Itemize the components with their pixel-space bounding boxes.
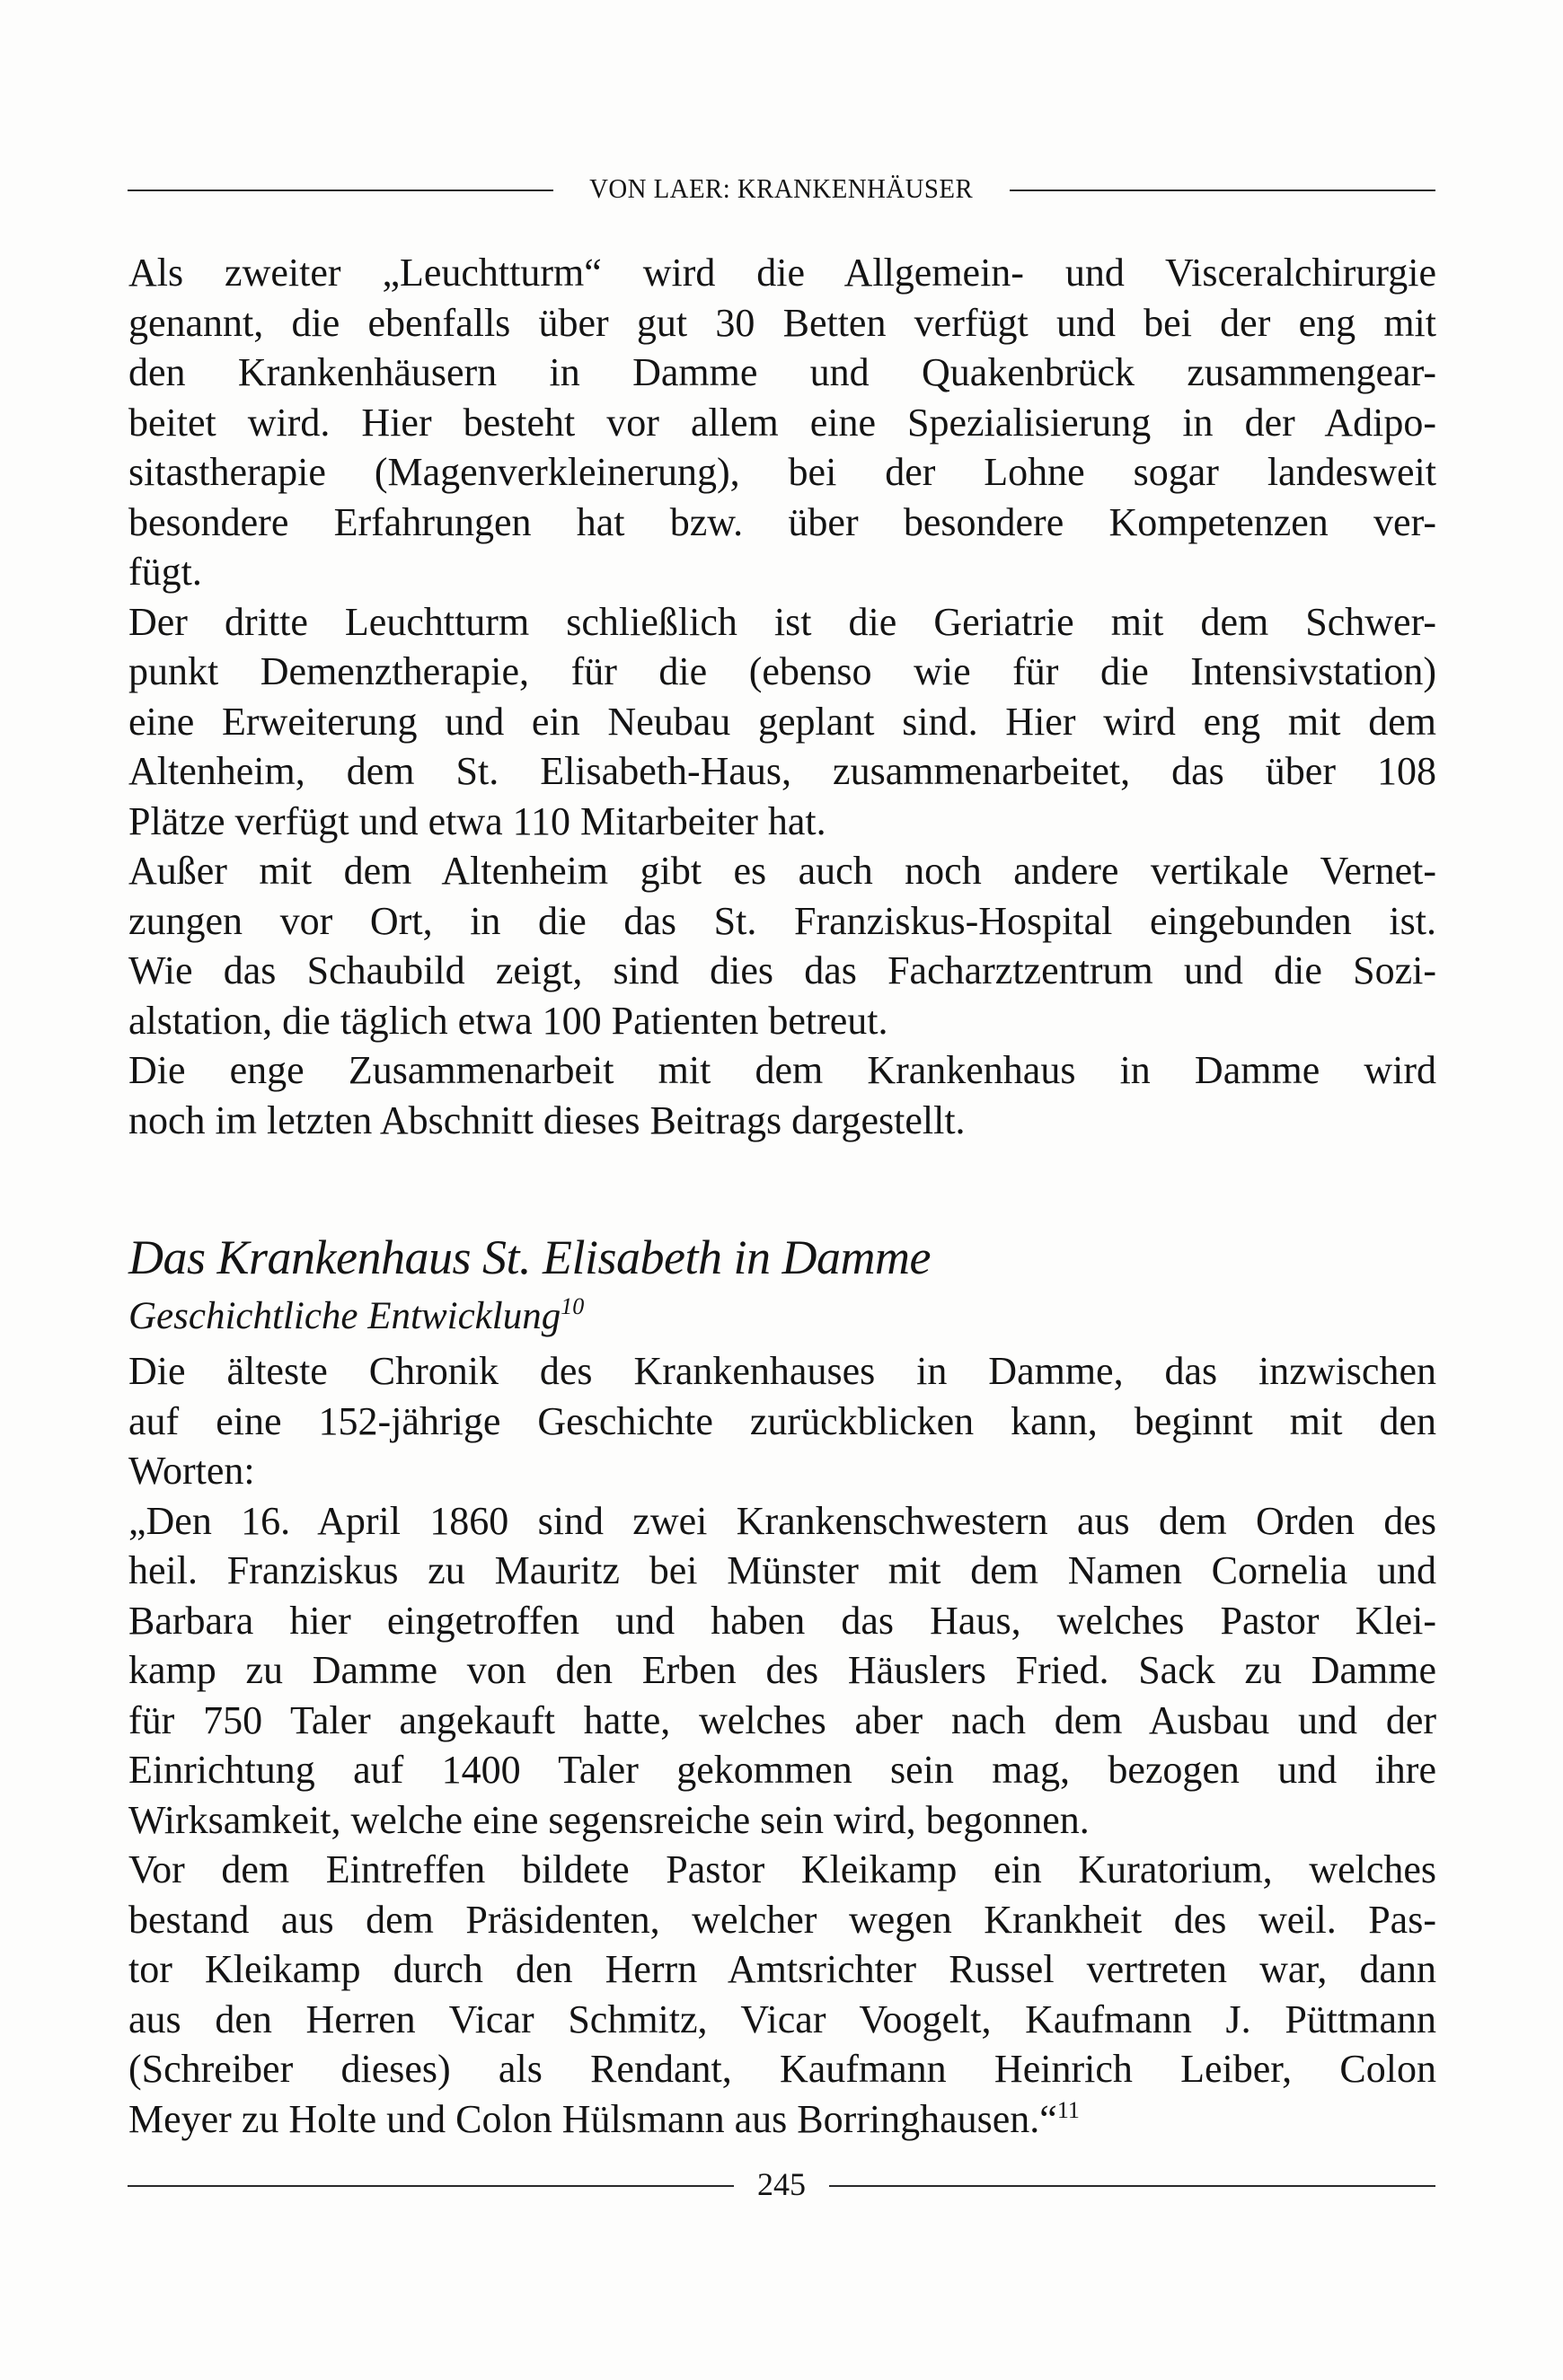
text-line: kamp zu Damme von den Erben des Häuslers Fried. Sack zu Damme xyxy=(128,1648,1436,1692)
text-line: besondere Erfahrungen hat bzw. über besondere Kompetenzen ver- xyxy=(128,499,1436,544)
text-line: Wie das Schaubild zeigt, sind dies das Facharztzentrum und die Sozi- xyxy=(128,948,1436,992)
text-line: den Krankenhäusern in Damme und Quakenbrück zusammengear- xyxy=(128,350,1436,394)
body-text-block-1 xyxy=(128,248,1436,1145)
text-line: Worten: xyxy=(128,1449,255,1493)
subheading-text: Geschichtliche Entwicklung xyxy=(128,1295,561,1337)
text-line: Altenheim, dem St. Elisabeth-Haus, zusammenarbeitet, das über 108 xyxy=(128,749,1436,793)
text-line: für 750 Taler angekauft hatte, welches aber nach dem Ausbau und der xyxy=(128,1697,1436,1742)
text-line: eine Erweiterung und ein Neubau geplant sind. Hier wird eng mit dem xyxy=(128,699,1436,744)
text-line: noch im letzten Abschnitt dieses Beitrags dargestellt. xyxy=(128,1097,966,1142)
footer-rule-right xyxy=(829,2185,1435,2187)
text-line: zungen vor Ort, in die das St. Franziskus-Hospital eingebunden ist. xyxy=(128,898,1436,943)
text-line: genannt, die ebenfalls über gut 30 Betten verfügt und bei der eng mit xyxy=(128,300,1436,345)
text-line: fügt. xyxy=(128,550,202,594)
footnote-ref-11[interactable]: 11 xyxy=(1056,2096,1080,2123)
text-line: Barbara hier eingetroffen und haben das Haus, welches Pastor Klei- xyxy=(128,1598,1436,1643)
page-number: 245 xyxy=(757,2166,806,2202)
text-line: alstation, die täglich etwa 100 Patienten betreut. xyxy=(128,998,888,1043)
text-line: Der dritte Leuchtturm schließlich ist die Geriatrie mit dem Schwer- xyxy=(128,599,1436,644)
text-line-final xyxy=(128,2094,1436,2145)
page-footer xyxy=(128,2164,1435,2204)
text-line: Vor dem Eintreffen bildete Pastor Kleikamp ein Kuratorium, welches xyxy=(128,1847,1436,1891)
running-header xyxy=(128,171,1435,207)
text-line: aus den Herren Vicar Schmitz, Vicar Voogelt, Kaufmann J. Püttmann xyxy=(128,1997,1436,2041)
text-line: Plätze verfügt und etwa 110 Mitarbeiter hat. xyxy=(128,798,826,843)
header-rule-right xyxy=(1010,190,1435,191)
text-line: Die älteste Chronik des Krankenhauses in Damme, das inzwischen xyxy=(128,1349,1436,1393)
text-line: Außer mit dem Altenheim gibt es auch noch andere vertikale Vernet- xyxy=(128,849,1436,893)
header-rule-left xyxy=(128,190,553,191)
text-line: „Den 16. April 1860 sind zwei Krankenschwestern aus dem Orden des xyxy=(128,1498,1436,1543)
text-line: heil. Franziskus zu Mauritz bei Münster mit dem Namen Cornelia und xyxy=(128,1548,1436,1592)
text-line: (Schreiber dieses) als Rendant, Kaufmann Heinrich Leiber, Colon xyxy=(128,2047,1436,2091)
text-line: sitastherapie (Magenverkleinerung), bei der Lohne sogar landesweit xyxy=(128,450,1436,494)
running-header-title: VON LAER: KRANKENHÄUSER xyxy=(589,172,974,204)
section-subheading xyxy=(128,1291,584,1341)
text-line: punkt Demenztherapie, für die (ebenso wie für die Intensivstation) xyxy=(128,649,1436,693)
final-line-text: Meyer zu Holte und Colon Hülsmann aus Borringhausen.“ xyxy=(128,2096,1057,2141)
footnote-ref-10[interactable]: 10 xyxy=(561,1293,585,1319)
text-line: Als zweiter „Leuchtturm“ wird die Allgemein- und Visceralchirurgie xyxy=(128,251,1436,295)
text-line: Einrichtung auf 1400 Taler gekommen sein mag, bezogen und ihre xyxy=(128,1748,1436,1792)
text-line: tor Kleikamp durch den Herrn Amtsrichter Russel vertreten war, dann xyxy=(128,1947,1436,1991)
text-line: Wirksamkeit, welche eine segensreiche sein wird, begonnen. xyxy=(128,1797,1090,1842)
section-heading: Das Krankenhaus St. Elisabeth in Damme xyxy=(128,1230,931,1284)
body-text-block-2 xyxy=(128,1346,1436,2144)
footer-rule-left xyxy=(128,2185,734,2187)
text-line: bestand aus dem Präsidenten, welcher wegen Krankheit des weil. Pas- xyxy=(128,1897,1436,1942)
text-line: beitet wird. Hier besteht vor allem eine Spezialisierung in der Adipo- xyxy=(128,400,1436,445)
text-line: Die enge Zusammenarbeit mit dem Krankenhaus in Damme wird xyxy=(128,1048,1436,1092)
text-line: auf eine 152-jährige Geschichte zurückblicken kann, beginnt mit den xyxy=(128,1398,1436,1443)
